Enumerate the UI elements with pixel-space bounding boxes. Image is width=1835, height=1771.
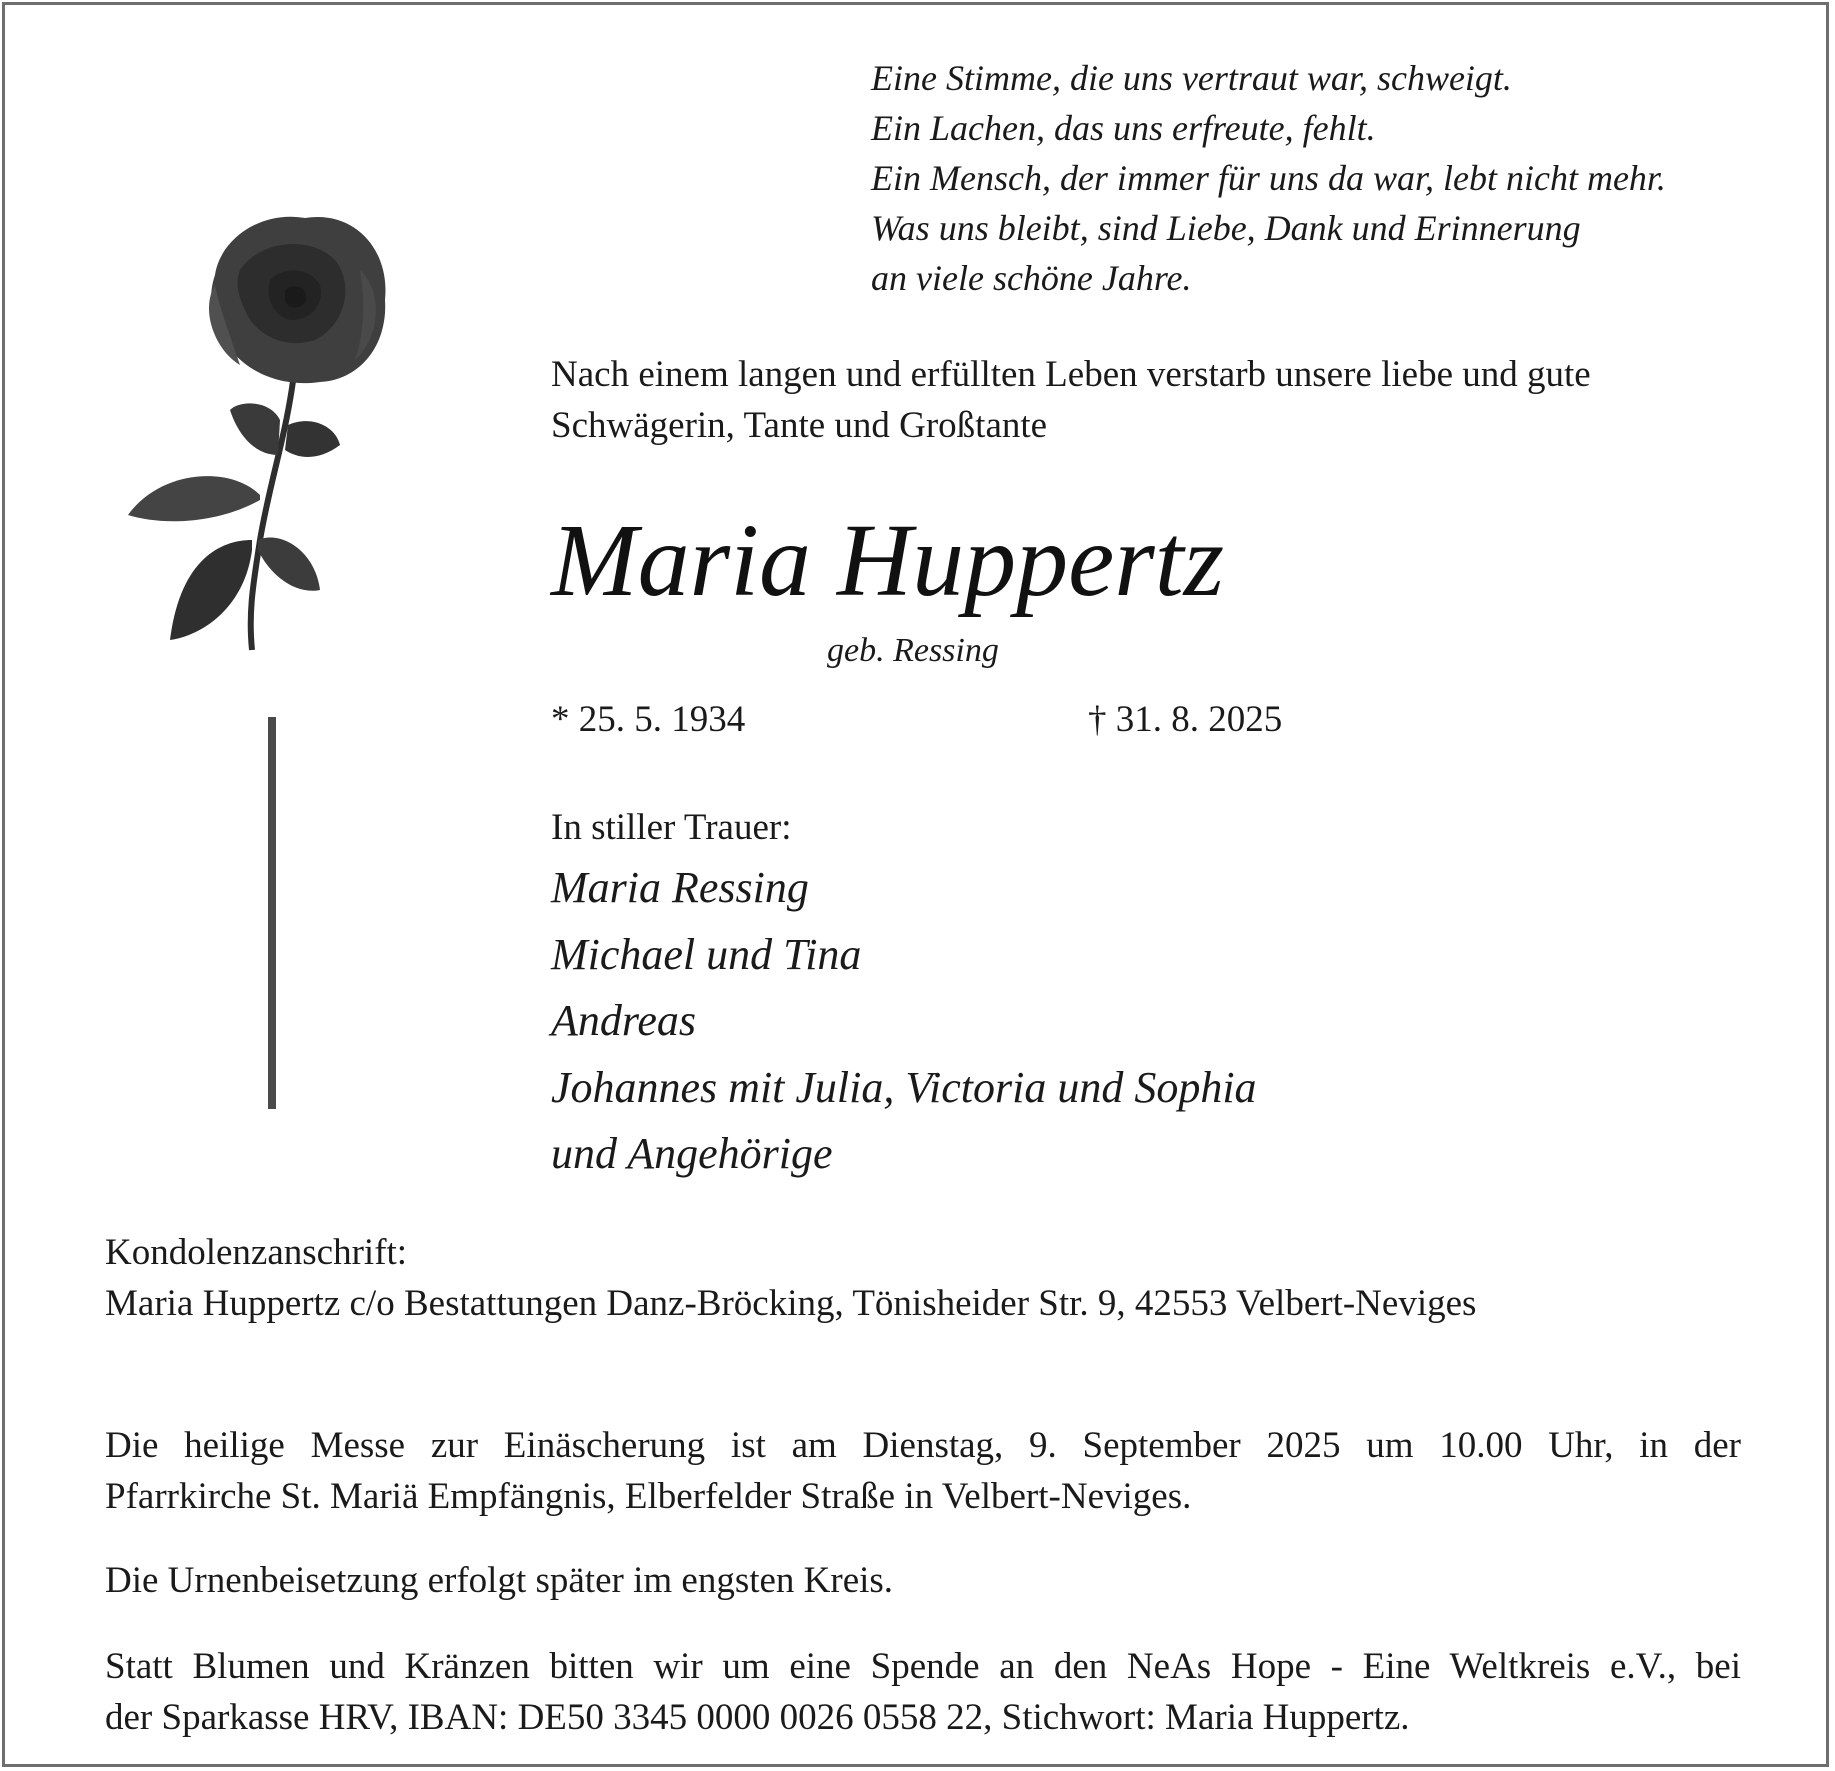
obituary-frame [2, 2, 1829, 1767]
birth-date: * 25. 5. 1934 [551, 699, 746, 740]
mourners-list [551, 855, 1257, 1188]
condolence-address [105, 1227, 1476, 1329]
memorial-poem [871, 53, 1666, 303]
mourner-name: Johannes mit Julia, Victoria und Sophia [551, 1062, 1257, 1112]
poem-line: Ein Mensch, der immer für uns da war, lebt nicht mehr. [871, 158, 1666, 198]
poem-line: Was uns bleibt, sind Liebe, Dank und Erinnerung [871, 208, 1581, 248]
intro-line: Schwägerin, Tante und Großtante [551, 405, 1048, 446]
deceased-name: Maria Huppertz [551, 503, 1225, 618]
intro-text [551, 349, 1591, 451]
mourner-name: und Angehörige [551, 1129, 833, 1178]
mass-line: Die heilige Messe zur Einäscherung ist am Dienstag, 9. September 2025 um 10.00 Uhr, in der [105, 1425, 1741, 1466]
mass-notice [105, 1420, 1741, 1522]
death-date: † 31. 8. 2025 [1088, 699, 1283, 740]
rose-icon [120, 210, 470, 660]
poem-line: an viele schöne Jahre. [871, 258, 1192, 298]
donation-notice [105, 1641, 1741, 1743]
poem-line: Eine Stimme, die uns vertraut war, schweigt. [871, 58, 1512, 98]
mourners-label: In stiller Trauer: [551, 807, 792, 848]
maiden-name: geb. Ressing [827, 632, 999, 669]
donation-line: Statt Blumen und Kränzen bitten wir um eine Spende an den NeAs Hope - Eine Weltkreis e.V., bei [105, 1646, 1741, 1687]
poem-line: Ein Lachen, das uns erfreute, fehlt. [871, 108, 1376, 148]
vertical-rule [268, 717, 276, 1109]
mass-line: Pfarrkirche St. Mariä Empfängnis, Elberfelder Straße in Velbert-Neviges. [105, 1476, 1192, 1517]
donation-line: der Sparkasse HRV, IBAN: DE50 3345 0000 0026 0558 22, Stichwort: Maria Huppertz. [105, 1697, 1410, 1738]
condolence-label: Kondolenzanschrift: [105, 1232, 408, 1273]
condolence-address-line: Maria Huppertz c/o Bestattungen Danz-Bröcking, Tönisheider Str. 9, 42553 Velbert-Neviges [105, 1283, 1477, 1324]
burial-notice: Die Urnenbeisetzung erfolgt später im engsten Kreis. [105, 1560, 894, 1601]
mourner-name: Andreas [551, 996, 697, 1045]
mourner-name: Michael und Tina [551, 929, 862, 979]
intro-line: Nach einem langen und erfüllten Leben verstarb unsere liebe und gute [551, 354, 1591, 395]
mourner-name: Maria Ressing [551, 863, 809, 912]
